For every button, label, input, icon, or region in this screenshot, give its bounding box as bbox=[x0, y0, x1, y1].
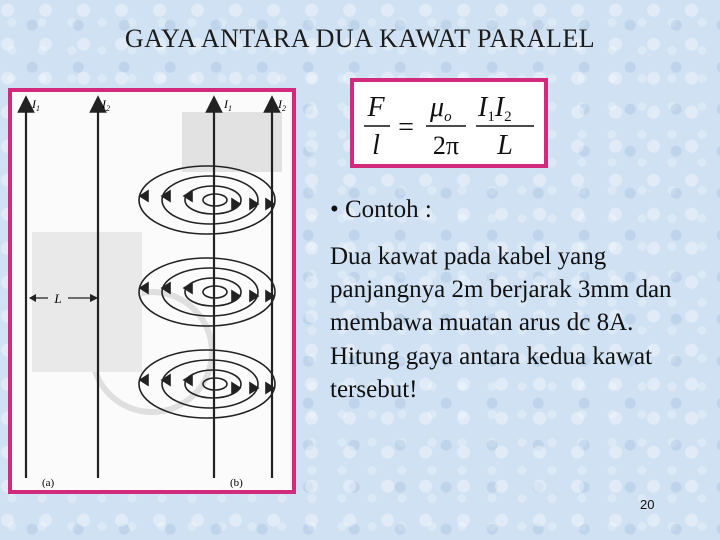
wire-figure bbox=[8, 88, 296, 494]
wire-diagram bbox=[12, 92, 292, 490]
slide-title: GAYA ANTARA DUA KAWAT PARALEL bbox=[124, 24, 596, 53]
label-a-i2: $I_2$ bbox=[102, 97, 110, 113]
formula-length: L bbox=[497, 130, 513, 161]
example-text: Dua kawat pada kabel yang panjangnya 2m berjarak 3mm dan membawa muatan arus dc 8A. Hitung gaya antara kedua kawat tersebut! bbox=[330, 243, 672, 403]
panel-b-label: (b) bbox=[230, 477, 243, 489]
label-b-i1: $I_1$ bbox=[224, 97, 232, 113]
formula-length-l: l bbox=[372, 130, 380, 161]
formula-box bbox=[350, 78, 548, 168]
label-b-i2: $I_2$ bbox=[278, 97, 286, 113]
example-heading: • Contoh : bbox=[330, 196, 432, 223]
panel-a-label: (a) bbox=[42, 477, 55, 489]
page-number: 20 bbox=[640, 497, 655, 512]
distance-label: L bbox=[54, 291, 62, 306]
field-loops-bottom bbox=[139, 350, 275, 418]
formula-currents: I1I2 bbox=[478, 92, 512, 125]
field-loops-top bbox=[139, 166, 275, 234]
formula-two-pi: 2π bbox=[432, 131, 460, 160]
formula-mu: μo bbox=[430, 92, 452, 125]
formula-equals: = bbox=[398, 112, 414, 143]
label-a-i1: $I_1$ bbox=[32, 97, 40, 113]
formula bbox=[354, 82, 544, 164]
formula-force: F bbox=[367, 92, 385, 123]
